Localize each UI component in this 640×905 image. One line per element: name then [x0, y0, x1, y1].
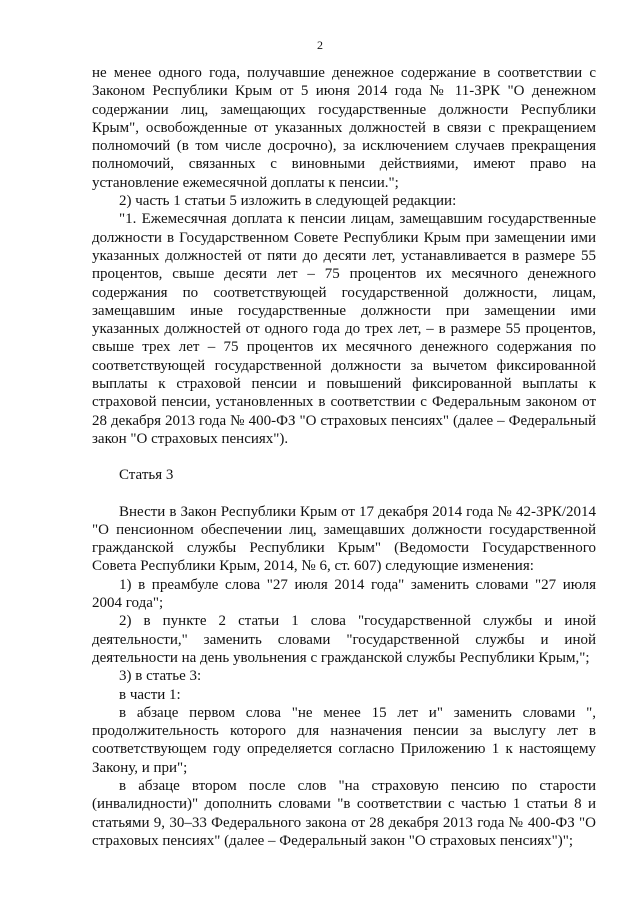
paragraph-item-3: 3) в статье 3:: [119, 668, 202, 685]
paragraph-item-2b: 2) в пункте 2 статьи 1 слова "государственной службы и иной деятельности," заменить словами "государственной службы и иной деятельности на день увольнения с гражданской службы Республики Крым,";: [92, 613, 596, 666]
paragraph-article-intro: Внести в Закон Республики Крым от 17 декабря 2014 года № 42-ЗРК/2014 "О пенсионном обеспечении лиц, замещавших должности государственной гражданской службы Республики Крым" (Ведомости Государственного Совета Республики Крым, 2014, № 6, ст. 607) следующие изменения:: [92, 503, 596, 575]
paragraph-item-1: 1) в преамбуле слова "27 июля 2014 года" заменить словами "27 июля 2004 года";: [92, 576, 596, 612]
paragraph-second-abzac: в абзаце втором после слов "на страховую пенсию по старости (инвалидности)" дополнить словами "в соответствии с частью 1 статьи 8 и статьями 9, 30–33 Федерального закона от 28 декабря 2013 года № 400-ФЗ "О страховых пенсиях" (далее – Федеральный закон "О страховых пенсиях")";: [92, 777, 596, 849]
page-number: 2: [317, 38, 323, 52]
paragraph-item-2: 2) часть 1 статьи 5 изложить в следующей редакции:: [119, 193, 457, 210]
paragraph-first-abzac: в абзаце первом слова "не менее 15 лет и" заменить словами ", продолжительность которого для назначения пенсии за выслугу лет в соответствующем году определяется согласно Приложению 1 к настоящему Закону, и при";: [92, 704, 596, 776]
document-body: [92, 64, 596, 850]
paragraph-quoted-part-1: "1. Ежемесячная доплата к пенсии лицам, замещавшим государственные должности в Государственном Совете Республики Крым при замещении ими указанных должностей от пяти до десяти лет, устанавливается в размере 55 процентов, свыше десяти лет – 75 процентов их месячного денежного содержания по соответствующей государственной должности, лицам, замещавшим иные государственные должности при замещении ими указанных должностей от одного года до трех лет, – в размере 55 процентов, свыше трех лет – 75 процентов их месячного денежного содержания по соответствующей государственной должности за вычетом фиксированной выплаты к страховой пенсии и повышений фиксированной выплаты к страховой пенсии, установленных в соответствии с Федеральным законом от 28 декабря 2013 года № 400-ФЗ "О страховых пенсиях" (далее – Федеральный закон "О страховых пенсиях").: [92, 211, 596, 447]
article-heading: Статья 3: [119, 467, 174, 484]
paragraph-part-1: в части 1:: [119, 686, 181, 703]
paragraph-continuation: не менее одного года, получавшие денежное содержание в соответствии с Законом Республики Крым от 5 июня 2014 года № 11-ЗРК "О денежном содержании лиц, замещающих государственные должности Республики Крым", освобожденные от указанных должностей в связи с прекращением полномочий (в том числе досрочно), за исключением случаев прекращения полномочий, связанных с виновными действиями, имеют право на установление ежемесячной доплаты к пенсии.";: [92, 65, 596, 191]
